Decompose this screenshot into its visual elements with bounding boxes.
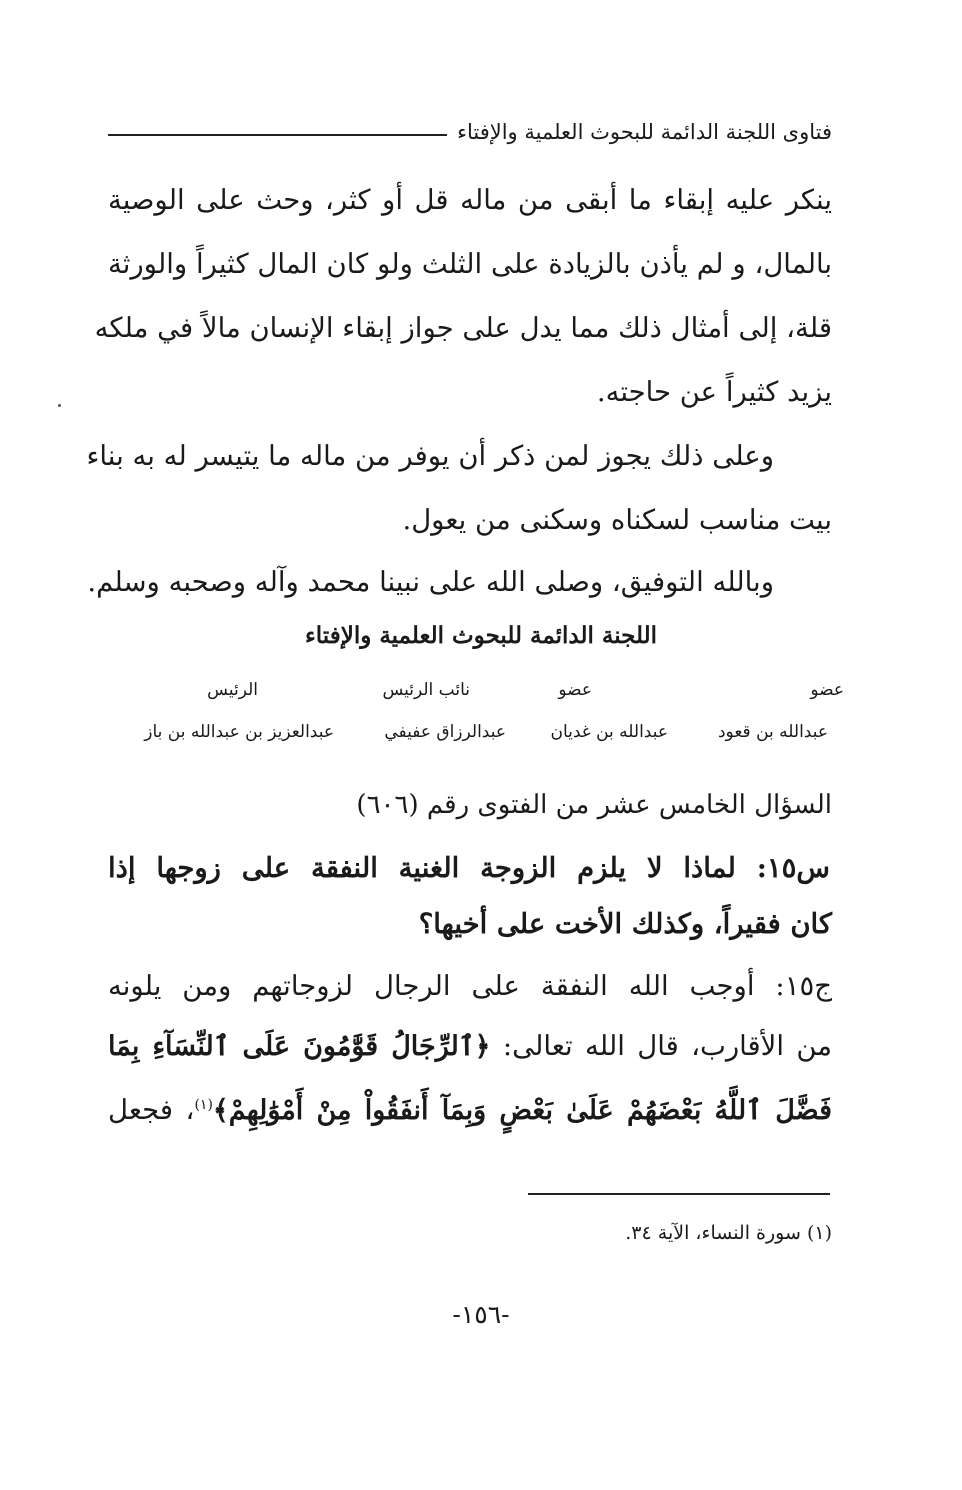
body-line-3: قلة، إلى أمثال ذلك مما يدل على جواز إبقاء الإنسان مالاً في ملكه xyxy=(94,312,832,344)
member-role-1: عضو xyxy=(810,680,844,700)
member-name-2: عبدالله بن غديان xyxy=(550,722,668,742)
member-name-1: عبدالله بن قعود xyxy=(717,722,828,742)
question-line-1: س١٥: لماذا لا يلزم الزوجة الغنية النفقة على زوجها إذا xyxy=(108,852,830,884)
question-line-2: كان فقيراً، وكذلك الأخت على أخيها؟ xyxy=(418,908,832,940)
body-line-1: ينكر عليه إبقاء ما أبقى من ماله قل أو كثر، وحث على الوصية xyxy=(108,184,832,216)
header-title: فتاوى اللجنة الدائمة للبحوث العلمية والإفتاء xyxy=(457,120,832,144)
body-line-5: وعلى ذلك يجوز لمن ذكر أن يوفر من ماله ما يتيسر له به بناء xyxy=(86,440,774,472)
member-role-2: عضو xyxy=(558,680,592,700)
header-rule xyxy=(108,134,447,136)
footnote-rule xyxy=(528,1193,830,1195)
running-header xyxy=(108,112,832,152)
body-line-4: يزيد كثيراً عن حاجته. xyxy=(596,376,832,408)
footnote-marker: (١) xyxy=(194,1096,213,1113)
footnote: (١) سورة النساء، الآية ٣٤. xyxy=(625,1222,832,1244)
quran-verse-part-2: فَضَّلَ ٱللَّهُ بَعْضَهُمْ عَلَىٰ بَعْضٍ وَبِمَآ أَنفَقُواْ مِنْ أَمْوَٰلِهِمْ﴾ xyxy=(212,1095,833,1126)
page-number: -١٥٦- xyxy=(452,1300,510,1329)
answer-line-3 xyxy=(108,1094,832,1127)
committee-title: اللجنة الدائمة للبحوث العلمية والإفتاء xyxy=(304,622,658,649)
member-name-4: عبدالعزيز بن عبدالله بن باز xyxy=(144,722,334,742)
quran-verse-part-1: ﴿ٱلرِّجَالُ قَوَّٰمُونَ عَلَى ٱلنِّسَآءِ بِمَا xyxy=(108,1031,491,1062)
answer-line-2 xyxy=(108,1030,832,1063)
fatwa-heading: السؤال الخامس عشر من الفتوى رقم (٦٠٦) xyxy=(356,790,832,820)
answer-line-2-text: من الأقارب، قال الله تعالى: xyxy=(502,1030,832,1062)
closing-line: وبالله التوفيق، وصلى الله على نبينا محمد وآله وصحبه وسلم. xyxy=(87,566,774,598)
stray-mark xyxy=(58,404,61,407)
body-line-2: بالمال، و لم يأذن بالزيادة على الثلث ولو كان المال كثيراً والورثة xyxy=(108,248,832,280)
member-name-3: عبدالرزاق عفيفي xyxy=(384,722,506,742)
body-line-6: بيت مناسب لسكناه وسكنى من يعول. xyxy=(402,504,832,536)
member-role-3: نائب الرئيس xyxy=(382,680,470,700)
member-role-4: الرئيس xyxy=(207,680,258,700)
answer-line-1: ج١٥: أوجب الله النفقة على الرجال لزوجاتهم ومن يلونه xyxy=(108,970,832,1002)
answer-line-3-text: ، فجعل xyxy=(108,1094,195,1126)
